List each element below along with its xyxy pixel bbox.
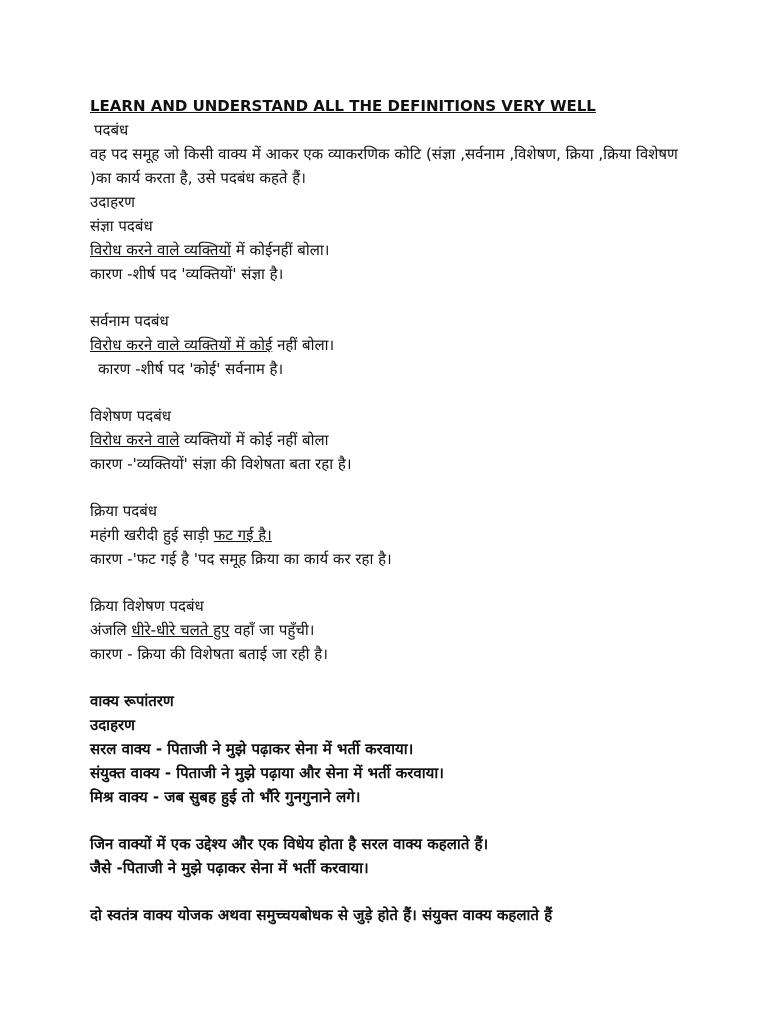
sentence-rest: व्यक्तियों में कोई नहीं बोला [179, 431, 329, 449]
section-title-kriya: क्रिया पदबंध [90, 502, 158, 520]
section-sentence-sarvanam [90, 333, 730, 357]
underlined-phrase: विरोध करने वाले [90, 431, 180, 449]
compound-sentence-definition: दो स्वतंत्र वाक्य योजक अथवा समुच्चयबोधक से जुड़े होते हैं। संयुक्त वाक्य कहलाते हैं [90, 906, 553, 924]
padbandh-title: पदबंध [94, 121, 129, 139]
document-page [90, 94, 730, 927]
example-label: उदाहरण [90, 193, 136, 211]
underlined-phrase: विरोध करने वाले व्यक्तियों [90, 241, 232, 259]
section-reason-kriya-visheshan: कारण - क्रिया की विशेषता बताई जा रही है। [90, 645, 328, 663]
sentence-rest: में कोईनहीं बोला। [231, 241, 330, 259]
padbandh-definition: वह पद समूह जो किसी वाक्य में आकर एक व्याकरणिक कोटि (संज्ञा ,सर्वनाम ,विशेषण, क्रिया ,क्रिया विशेषण )का कार्य करता है, उसे पदबंध कहते हैं। [90, 145, 678, 187]
sentence-before: अंजलि [90, 621, 132, 639]
section-title-sangya: संज्ञा पदबंध [90, 217, 153, 235]
underlined-phrase: विरोध करने वाले व्यक्तियों में कोई [90, 336, 273, 354]
section-title-kriya-visheshan: क्रिया विशेषण पदबंध [90, 597, 204, 615]
underlined-phrase: फट गई है। [213, 526, 272, 544]
section-reason-visheshan: कारण -'व्यक्तियों' संज्ञा की विशेषता बता रहा है। [90, 455, 352, 473]
section-title-visheshan: विशेषण पदबंध [90, 407, 171, 425]
section-sentence-kriya [90, 523, 730, 547]
vakya-example-compound: संयुक्त वाक्य - पिताजी ने मुझे पढ़ाया और सेना में भर्ती करवाया। [90, 764, 444, 782]
underlined-phrase: धीरे-धीरे चलते हुए [131, 621, 230, 639]
spacer [90, 571, 730, 594]
page-heading: LEARN AND UNDERSTAND ALL THE DEFINITIONS VERY WELL [90, 97, 596, 115]
section-reason-sangya: कारण -शीर्ष पद 'व्यक्तियों' संज्ञा है। [90, 265, 284, 283]
spacer [90, 809, 730, 832]
sentence-rest: नहीं बोला। [272, 336, 335, 354]
simple-sentence-definition: जिन वाक्यों में एक उद्देश्य और एक विधेय होता है सरल वाक्य कहलाते हैं। [90, 835, 489, 853]
section-title-sarvanam: सर्वनाम पदबंध [90, 312, 169, 330]
sentence-rest: वहाँ जा पहुँची। [229, 621, 315, 639]
vakya-example-simple: सरल वाक्य - पिताजी ने मुझे पढ़ाकर सेना में भर्ती करवाया। [90, 740, 414, 758]
section-sentence-visheshan [90, 428, 730, 452]
vakya-example-complex: मिश्र वाक्य - जब सुबह हुई तो भौंरे गुनगुनाने लगे। [90, 788, 361, 806]
spacer [90, 476, 730, 499]
spacer [90, 286, 730, 309]
vakya-example-label: उदाहरण [90, 716, 136, 734]
section-reason-sarvanam: कारण -शीर्ष पद 'कोई' सर्वनाम है। [98, 360, 284, 378]
spacer [90, 880, 730, 903]
vakya-title: वाक्य रूपांतरण [90, 692, 174, 710]
spacer [90, 666, 730, 689]
spacer [90, 381, 730, 404]
simple-sentence-example: जैसे -पिताजी ने मुझे पढ़ाकर सेना में भर्ती करवाया। [90, 859, 369, 877]
section-sentence-sangya [90, 238, 730, 262]
section-sentence-kriya-visheshan [90, 618, 730, 642]
section-reason-kriya: कारण -'फट गई है 'पद समूह क्रिया का कार्य कर रहा है। [90, 550, 392, 568]
sentence-before: महंगी खरीदी हुई साड़ी [90, 526, 214, 544]
